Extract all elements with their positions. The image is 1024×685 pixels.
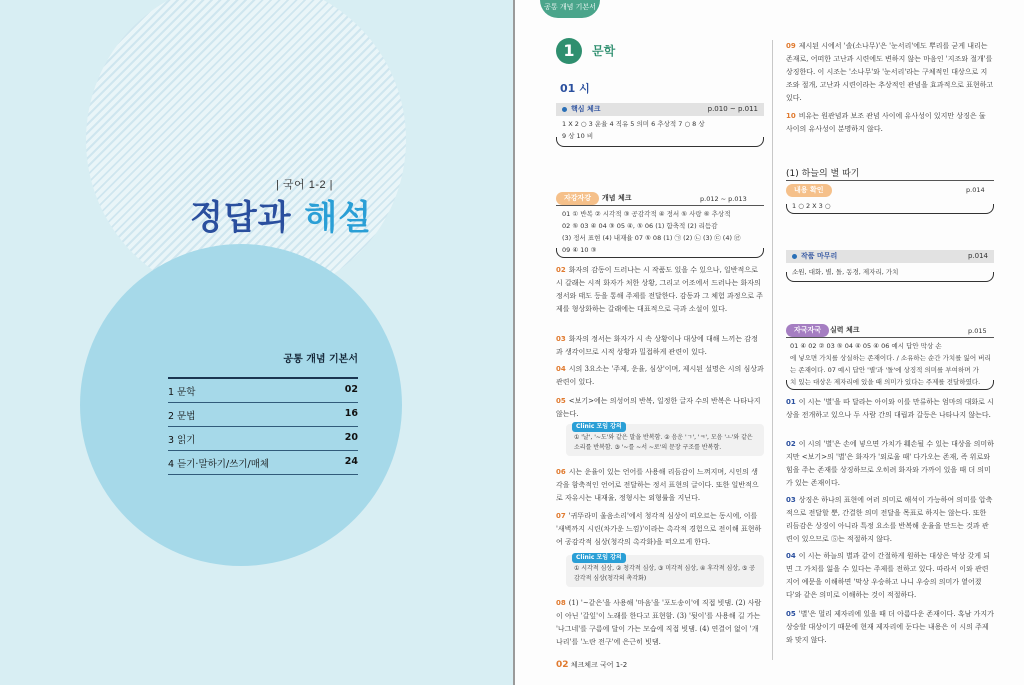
content-check-pages: p.014 [966,186,985,194]
wrapup-label: 작품 마무리 [801,252,838,260]
clinic-box [566,424,764,456]
answer-para: 05 '별'은 멀리 제자리에 있을 때 더 아름다운 존재이다. 혹남 가지가 상승할 대상이기 때문에 현재 제자리에 둔다는 내용은 이 시의 주제와 맞지 않다. [786,610,994,644]
cover-title-part-a: 정답과 [190,198,305,238]
wrapup-bar [786,250,994,263]
core-check-line2: 9 상 10 비 [562,132,594,140]
toc-item[interactable] [168,427,358,451]
column-divider [772,40,773,660]
concept-line: 09 ④ 10 ③ [562,246,597,254]
real-check-label: 실력 체크 [830,326,860,334]
toc-page: 02 [344,384,358,395]
toc-label: 4 듣기·말하기/쓰기/매체 [168,459,270,470]
toc-label: 3 읽기 [168,435,196,446]
page-number: 02 [556,660,569,670]
answer-para: 07 '귀뚜라미 울음소리'에서 청각적 심상이 떠오르는 동시에, 이를 '새벽까지 시린(차가운 느낌)'이라는 촉각적 경험으로 전이해 표현하여 공감각적 심상(청각의 촉각화)을 떠오르게 한다. [556,512,762,546]
answer-para: 04 이 시는 하늘의 별과 같이 간절하게 원하는 대상은 막상 갖게 되면 그 가치를 잃을 수 있다는 주제를 전하고 있다. 따라서 이와 관련지어 예문을 이해하면 '막상 우승하고 나니 우승의 의미가 옅어졌다'와 같은 의미로 이해하는 것이 적절하다. [786,552,991,599]
clinic-text: ① '날', '~도'와 같은 말을 반복함. ② 음운 'ㄱ', 'ㅋ', 모음 'ㅗ'와 같은 소리를 반복함. ③ '~를 ~서 ~로'의 문장 구조를 반복함. [574,434,753,451]
subject-label: | 국어 1-2 | [276,179,334,191]
content-check-chip: 내용 확인 [786,184,832,197]
rule [786,337,994,338]
box-bottom [556,137,764,147]
wrapup-line: 소원, 대화, 별, 돌, 동경, 제자리, 가치 [792,268,899,276]
toc-item[interactable] [168,379,358,403]
answer-para: 01 이 시는 '별'을 따 달라는 아이와 이를 만류하는 엄마의 대화로 시상을 전개하고 있으나 두 사람 간의 대립과 갈등은 나타나지 않는다. [786,398,994,419]
toc-page: 24 [344,456,358,467]
bullet-icon [562,107,567,112]
rule [786,180,994,181]
concept-check-label: 개념 체크 [602,194,632,202]
toc-page: 16 [344,408,358,419]
toc-heading: 공통 개념 기본서 [168,350,358,379]
sub-heading: 01 시 [560,82,590,95]
top-tab: 공통 개념 기본서 [540,0,600,18]
core-check-label: 핵심 체크 [571,105,601,113]
real-check-line: 01 ④ 02 ② 03 ⑤ 04 ④ 05 ④ 06 예시 답안 막상 손 [790,342,942,350]
concept-check-pages: p.012 ~ p.013 [700,195,747,203]
box-bottom [786,204,994,214]
core-check-bar [556,103,764,116]
table-of-contents [168,350,358,475]
concept-line: 02 ⑤ 03 ④ 04 ③ 05 ④, ⑤ 06 (1) 함축적 (2) 리듬감 [562,222,718,230]
real-check-line: 에 넣으면 가치를 상실하는 존재이다. / 소유하는 순간 가치를 잃어 버리 [790,354,991,362]
answer-para: 08 (1) '~같은'을 사용해 '마음'을 '포도송이'에 직접 빗댐. (2) 사람이 아닌 '갈잎'이 노래를 한다고 표현함. (3) '뒷이'를 사용해 길 가는 '나그네'를 구름에 달이 가는 모습에 직접 빗댐. (4) 연결어 없이 '개나리'를 '노란 전구'에 은근히 빗댐. [556,599,762,646]
rule [556,205,764,206]
answer-para: 10 비유는 원관념과 보조 관념 사이에 유사성이 있지만 상징은 둘 사이의 유사성이 분명하지 않다. [786,112,986,133]
toc-item[interactable] [168,451,358,475]
section-number: 1 [556,38,582,64]
section-title: 문학 [592,44,616,58]
toc-page: 20 [344,432,358,443]
poem-title: (1) 하늘의 별 따기 [786,169,860,179]
answer-para: 09 제시된 시에서 '솔(소나무)'은 '눈서리'에도 뿌리를 굳게 내리는 존재로, 어떠한 고난과 시련에도 변하지 않는 마음인 '지조와 절개'를 상징한다. 이 시조는 '소나무'와 '눈서리'라는 구체적인 대상으로 지조와 절개, 고난과 시련이라는 추상적인 관념을 효과적으로 표현하고 있다. [786,42,994,102]
answer-para: 02 화자의 감동이 드러나는 시 작품도 있을 수 있으나, 일반적으로 시 갈래는 시적 화자가 처한 상황, 그리고 어조에서 드러나는 화자의 정서와 태도 등을 통해 주제를 전달한다. 감동과 그 체험 과정으로 주제를 형상화하는 갈래에는 대표적으로 극과 소설이 있다. [556,266,764,313]
real-check-chip: 자국자국 [786,324,829,337]
toc-item[interactable] [168,403,358,427]
page-footer [556,660,627,670]
answer-para: 05 <보기>에는 의성어의 반복, 일정한 글자 수의 반복은 나타나지 않는다. [556,397,761,418]
real-check-pages: p.015 [968,327,987,335]
concept-line: (3) 정서 표현 (4) 내재율 07 ⑤ 08 (1) ㉠ (2) ㉡ (3) ㉢ (4) ㉣ [562,234,741,242]
box-bottom [786,380,994,390]
clinic-tag: Clinic 모임 강의 [572,422,626,432]
clinic-text: ① 시각적 심상, ② 청각적 심상, ③ 미각적 심상, ④ 후각적 심상, ⑤ 공감각적 심상(청각의 촉각화) [574,565,756,582]
answer-para: 03 상징은 하나의 표현에 여러 의미로 해석이 가능하여 의미를 압축적으로 전달할 뿐, 간결한 의미 전달을 목표로 하지는 않는다. 또한 리듬감은 상징이 아니라 특정 요소를 반복해 운율을 만드는 것과 관련이 있으므로 ⑤는 적절하지 않다. [786,496,993,543]
clinic-tag: Clinic 모임 강의 [572,553,626,563]
clinic-box [566,555,764,587]
real-check-line: 는 존재이다. 07 예시 답안 '별'과 '돌'에 상징적 의미를 부여하며 가 [790,366,979,374]
box-bottom [556,248,764,258]
bullet-icon [792,254,797,259]
core-check-pages: p.010 ~ p.011 [707,105,758,113]
concept-line: 01 ① 반복 ② 시각적 ③ 공감각적 ④ 정서 ⑤ 사랑 ⑥ 추상적 [562,210,731,218]
answer-para: 03 화자의 정서는 화자가 시 속 상황이나 대상에 대해 느끼는 감정과 생각이므로 시적 상황과 밀접하게 관련이 있다. [556,335,758,356]
concept-chip: 자강자강 [556,192,599,205]
answer-para: 04 시의 3요소는 '주제, 운율, 심상'이며, 제시된 설명은 시의 심상과 관련이 있다. [556,365,764,386]
toc-label: 1 문학 [168,387,196,398]
answer-para: 02 이 시의 '별'은 손에 넣으면 가치가 훼손될 수 있는 대상을 의미하지만 <보기>의 '별'은 화자가 '외로울 때' 다가오는 존재, 즉 위로와 힘을 주는 존재를 상징하므로 오히려 화자와 가까이 있을 때 더 의미가 있는 존재이다. [786,440,994,487]
footer-text: 체크체크 국어 1-2 [570,661,628,669]
toc-label: 2 문법 [168,411,196,422]
real-check-line: 치 있는 대상은 제자리에 있을 때 의미가 있다는 주제를 전달하였다. [790,378,981,386]
box-bottom [786,272,994,282]
cover-title-part-b: 해설 [304,198,373,238]
answer-para: 06 시는 운율이 있는 언어를 사용해 리듬감이 느껴지며, 시인의 생각을 함축적인 언어로 전달하는 정서 표현의 글이다. 또한 일반적으로 자유시는 내재율, 정형시는 외형률을 지닌다. [556,468,759,502]
content-check-line: 1 ○ 2 X 3 ○ [792,202,831,210]
core-check-line1: 1 X 2 ○ 3 운율 4 직유 5 의미 6 추상적 7 ○ 8 상 [562,120,705,128]
wrapup-pages: p.014 [967,252,988,260]
cover-title [190,190,372,239]
